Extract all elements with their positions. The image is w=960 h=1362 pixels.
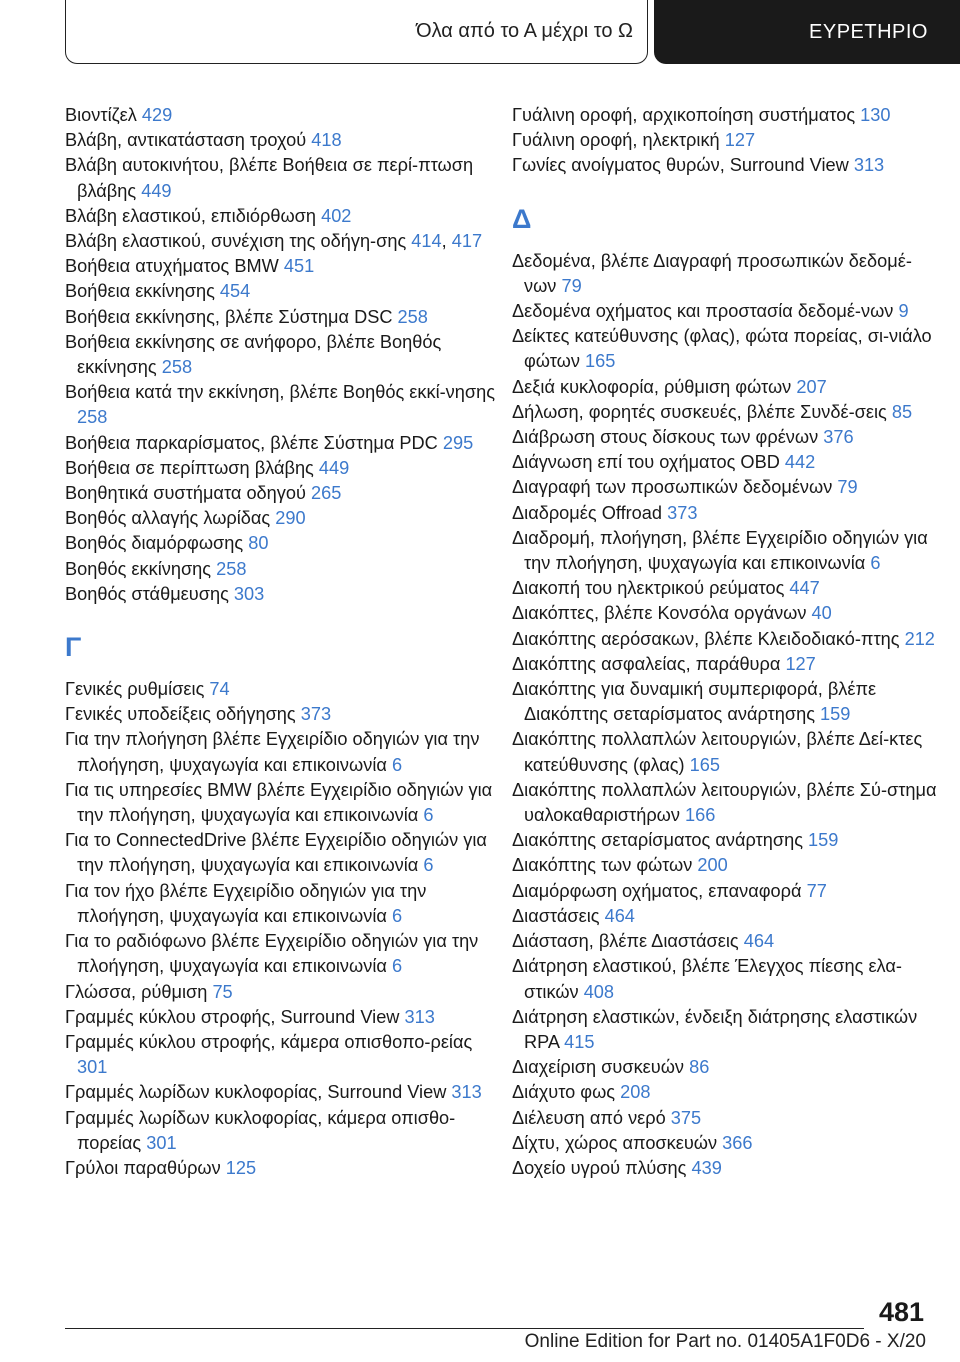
page-link[interactable]: 212 (904, 628, 935, 649)
page-link[interactable]: 258 (216, 558, 247, 579)
tab-index[interactable]: ΕΥΡΕΤΗΡΙΟ (654, 0, 960, 64)
index-letter-heading: Γ (65, 632, 82, 663)
page-link[interactable]: 454 (219, 281, 251, 302)
index-entry-text: Διαγραφή των προσωπικών δεδομένων (512, 477, 833, 498)
index-entry-text: Βοήθεια παρκαρίσματος, βλέπε Σύστημα PDC (65, 432, 438, 453)
index-entry (512, 299, 942, 324)
index-entry (65, 828, 495, 878)
index-entry-text: Βλάβη ελαστικού, επιδιόρθωση (65, 205, 317, 226)
index-entry-text: Γενικές ρυθμίσεις (65, 679, 205, 700)
index-entry (512, 576, 942, 601)
index-entry-text: Διαμόρφωση οχήματος, επαναφορά (512, 880, 802, 901)
index-entry (512, 929, 942, 954)
index-entry-text: Δοχείο υγρού πλύσης (512, 1157, 687, 1178)
index-entry (65, 506, 495, 531)
index-entry-text: Γραμμές κύκλου στροφής, Surround View (65, 1006, 400, 1027)
index-entry (512, 128, 942, 153)
page-link[interactable]: 77 (806, 880, 827, 901)
page-link[interactable]: 402 (321, 205, 352, 226)
index-entry-text: Για την πλοήγηση βλέπε Εγχειρίδιο οδηγιών για την πλοήγηση, ψυχαγωγία και επικοινωνία (65, 729, 480, 775)
index-entry (65, 980, 495, 1005)
index-entry (65, 431, 495, 456)
index-entry-text: Διαχείριση συσκευών (512, 1057, 685, 1078)
page-link[interactable]: 366 (722, 1132, 753, 1153)
page-link[interactable]: 6 (391, 754, 403, 775)
index-entry-text: Διαδρομή, πλοήγηση, βλέπε Εγχειρίδιο οδηγιών για την πλοήγηση, ψυχαγωγία και επικοινωνία (512, 527, 928, 574)
page-link[interactable]: 449 (141, 180, 172, 201)
page-link[interactable]: 290 (275, 508, 306, 529)
page-link[interactable]: 464 (743, 931, 775, 952)
index-entry: Βλάβη ελαστικού, συνέχιση της οδήγη-σης 414, 417 (65, 231, 483, 252)
index-entry (65, 481, 495, 506)
index-entry (65, 778, 495, 828)
index-entry-text: Βοηθός αλλαγής λωρίδας (65, 508, 271, 529)
index-entry-text: Διάβρωση στους δίσκους των φρένων (512, 427, 819, 448)
index-entry (512, 828, 942, 853)
page-link[interactable]: 301 (77, 1057, 108, 1078)
index-entry-text: Διαστάσεις (512, 905, 600, 926)
page-link[interactable]: 40 (811, 603, 832, 624)
index-entry (512, 1055, 942, 1080)
index-entry (512, 103, 942, 128)
page-link[interactable]: 200 (697, 855, 728, 876)
index-entry (512, 1080, 942, 1105)
page-link[interactable]: 414 (411, 231, 442, 252)
index-entry-text: Γυάλινη οροφή, αρχικοποίηση συστήματος (512, 105, 856, 125)
index-entry (65, 727, 495, 777)
index-entry-text: Διάγνωση επί του οχήματος OBD (512, 452, 780, 473)
tab-a-to-z[interactable]: Όλα από το Α μέχρι το Ω (65, 0, 648, 64)
page-link[interactable]: 313 (451, 1082, 482, 1103)
page-link[interactable]: 429 (141, 105, 173, 125)
index-entry-text: Βοήθεια σε περίπτωση βλάβης (65, 457, 314, 478)
index-entry-text: Βοηθός διαμόρφωσης (65, 533, 244, 554)
index-letter-heading: Δ (512, 203, 532, 234)
index-entry-text: Για το ConnectedDrive βλέπε Εγχειρίδιο οδηγιών για την πλοήγηση, ψυχαγωγία και επικοινωνία (65, 830, 487, 876)
page-link[interactable]: 418 (311, 130, 342, 151)
index-entry-text: Διάχυτο φως (512, 1082, 616, 1103)
index-column-left (65, 103, 495, 1181)
footer-edition: Online Edition for Part no. 01405A1F0D6 - X/20 (524, 1331, 926, 1352)
index-entry (65, 279, 495, 304)
index-entry (512, 450, 942, 475)
page-link[interactable]: 376 (823, 427, 854, 448)
page-link[interactable]: 449 (318, 457, 350, 478)
index-entry (512, 677, 942, 727)
page-number: 481 (878, 1297, 924, 1327)
index-entry (512, 375, 942, 400)
header-tabs (65, 0, 960, 65)
index-entry-text: Γραμμές κύκλου στροφής, κάμερα οπισθοπο-ρείας (65, 1031, 473, 1052)
page-link[interactable]: 80 (248, 533, 269, 554)
page-link[interactable]: 159 (808, 830, 839, 851)
page-link[interactable]: 313 (404, 1006, 435, 1027)
index-entry-text: Βοηθός στάθμευσης (65, 583, 229, 604)
index-entry (65, 103, 495, 128)
index-entry-text: Διέλευση από νερό (512, 1107, 666, 1128)
index-entry-text: Διακόπτης των φώτων (512, 855, 693, 876)
index-entry (512, 1106, 942, 1131)
index-entry-text: Βοήθεια εκκίνησης (65, 281, 215, 302)
index-entry-text: Βιοντίζελ (65, 105, 137, 125)
footer-divider (65, 1328, 864, 1329)
page-link[interactable]: 295 (442, 432, 474, 453)
index-entry-text: Βοηθητικά συστήματα οδηγού (65, 483, 306, 504)
page-link[interactable]: 408 (583, 981, 615, 1002)
page-link[interactable]: 313 (853, 155, 885, 176)
index-entry-text: Διάσταση, βλέπε Διαστάσεις (512, 931, 739, 952)
index-entry-text: Δίχτυ, χώρος αποσκευών (512, 1132, 718, 1153)
index-entry-text: Διαδρομές Offroad (512, 502, 663, 523)
index-entry-text: Διάτρηση ελαστικών, ένδειξη διάτρησης ελαστικών RPA (512, 1006, 918, 1052)
page-link[interactable]: 258 (161, 357, 193, 378)
index-entry-text: Γλώσσα, ρύθμιση (65, 981, 208, 1002)
index-entry (65, 128, 495, 153)
index-entry (65, 557, 495, 582)
index-entry-text: Διακόπτης αερόσακων, βλέπε Κλειδοδιακό-πτης (512, 628, 900, 649)
index-entry (512, 727, 942, 777)
index-entry (65, 204, 495, 229)
page-link[interactable]: 86 (689, 1057, 710, 1078)
page-link[interactable]: 79 (561, 275, 582, 296)
page-link[interactable]: 125 (225, 1157, 257, 1178)
page-link[interactable]: 442 (784, 452, 816, 473)
index-entry (65, 254, 495, 279)
index-entry-text: Γραμμές λωρίδων κυκλοφορίας, κάμερα οπισθο-πορείας (65, 1107, 456, 1153)
page-link[interactable]: 166 (685, 805, 716, 826)
index-entry (65, 456, 495, 481)
index-entry (65, 702, 495, 727)
index-entry (65, 677, 495, 702)
page-link[interactable]: 6 (423, 805, 434, 826)
index-entry (512, 778, 942, 828)
page-link[interactable]: 130 (860, 105, 891, 125)
page-link[interactable]: 165 (689, 754, 721, 775)
index-entry (65, 153, 495, 203)
index-entry (512, 324, 942, 374)
page-link[interactable]: 373 (667, 502, 698, 523)
index-entry-text: Διακόπτης σεταρίσματος ανάρτησης (512, 830, 803, 851)
index-entry-text: Διακόπτης ασφαλείας, παράθυρα (512, 653, 781, 674)
index-entry-text: Βοήθεια ατυχήματος BMW (65, 256, 279, 277)
index-entry-text: Γυάλινη οροφή, ηλεκτρική (512, 130, 720, 151)
index-entry-text: Για το ραδιόφωνο βλέπε Εγχειρίδιο οδηγιών για την πλοήγηση, ψυχαγωγία και επικοινωνία (65, 931, 479, 977)
index-entry (512, 400, 942, 425)
index-entry (65, 582, 495, 607)
index-entry (512, 1131, 942, 1156)
page-link[interactable]: 375 (670, 1107, 702, 1128)
index-entry-text: Διακόπτης πολλαπλών λειτουργιών, βλέπε Σύ-στημα υαλοκαθαριστήρων (512, 779, 937, 826)
page-link[interactable]: 447 (789, 578, 820, 599)
index-entry (65, 1080, 495, 1105)
page-link[interactable]: 415 (564, 1031, 595, 1052)
index-entry (512, 652, 942, 677)
index-entry-text: Διακόπτης πολλαπλών λειτουργιών, βλέπε Δεί-κτες κατεύθυνσης (φλας) (512, 729, 923, 775)
index-entry (65, 879, 495, 929)
index-entry-text: Γενικές υποδείξεις οδήγησης (65, 704, 296, 725)
page-link[interactable]: 159 (820, 704, 851, 725)
page-link[interactable]: 75 (212, 981, 233, 1002)
page-link[interactable]: 464 (604, 905, 635, 926)
page-link[interactable]: 451 (283, 256, 315, 277)
index-entry-text: Γρύλοι παραθύρων (65, 1157, 221, 1178)
index-entry (65, 305, 495, 330)
index-entry-text: Βοήθεια εκκίνησης σε ανήφορο, βλέπε Βοηθός εκκίνησης (65, 331, 442, 378)
index-entry-text: Δείκτες κατεύθυνσης (φλας), φώτα πορείας, σι-νιάλο φώτων (512, 326, 932, 372)
page-link[interactable]: 74 (209, 679, 230, 700)
index-entry (65, 380, 495, 430)
page-link[interactable]: 127 (724, 130, 756, 151)
index-entry (65, 929, 495, 979)
index-entry (512, 526, 942, 576)
index-entry (512, 425, 942, 450)
index-entry-text: Βοήθεια εκκίνησης, βλέπε Σύστημα DSC (65, 306, 393, 327)
index-entry (512, 853, 942, 878)
page-link[interactable]: 9 (898, 301, 909, 322)
index-entry-text: Βλάβη ελαστικού, συνέχιση της οδήγη-σης (65, 231, 407, 252)
index-entry (65, 1030, 495, 1080)
index-entry-text: Δήλωση, φορητές συσκευές, βλέπε Συνδέ-σεις (512, 401, 887, 422)
index-entry-text: Βλάβη αυτοκινήτου, βλέπε Βοήθεια σε περί-πτωση βλάβης (65, 155, 474, 201)
index-entry (512, 475, 942, 500)
index-entry-text: Βλάβη, αντικατάσταση τροχού (65, 130, 307, 151)
index-column-right (512, 103, 942, 1181)
index-entry-text: Γραμμές λωρίδων κυκλοφορίας, Surround View (65, 1082, 447, 1103)
index-entry-text: Διακόπτης για δυναμική συμπεριφορά, βλέπε Διακόπτης σεταρίσματος ανάρτησης (512, 679, 877, 725)
index-entry-text: Διάτρηση ελαστικού, βλέπε Έλεγχος πίεσης ελα-στικών (512, 956, 902, 1002)
index-entry-text: Δεδομένα, βλέπε Διαγραφή προσωπικών δεδομέ-νων (512, 250, 912, 296)
index-entry (512, 879, 942, 904)
page-link[interactable]: 373 (300, 704, 332, 725)
page-link[interactable]: 208 (620, 1082, 651, 1103)
index-entry (512, 249, 942, 299)
index-entry (65, 531, 495, 556)
index-entry-text: Γωνίες ανοίγματος θυρών, Surround View (512, 155, 849, 176)
index-entry (65, 330, 495, 380)
page-link[interactable]: 417 (451, 231, 483, 252)
index-entry-text: Διακόπτες, βλέπε Κονσόλα οργάνων (512, 603, 807, 624)
page-link[interactable]: 265 (311, 483, 342, 504)
index-entry-text: Βοήθεια κατά την εκκίνηση, βλέπε Βοηθός εκκί-νησης (65, 382, 495, 403)
index-entry (512, 601, 942, 626)
page-link[interactable]: 303 (233, 583, 265, 604)
index-entry (512, 1005, 942, 1055)
page-link[interactable]: 79 (837, 477, 858, 498)
page-link[interactable]: 301 (146, 1132, 177, 1153)
page-link[interactable]: 127 (785, 653, 816, 674)
page-link[interactable]: 6 (391, 905, 403, 926)
page-link[interactable]: 207 (796, 376, 827, 397)
page-link[interactable]: 6 (423, 855, 434, 876)
index-entry-text: Για τον ήχο βλέπε Εγχειρίδιο οδηγιών για την πλοήγηση, ψυχαγωγία και επικοινωνία (65, 880, 427, 926)
index-entry-text: Δεδομένα οχήματος και προστασία δεδομέ-νων (512, 301, 894, 322)
page-link[interactable]: 439 (691, 1157, 722, 1178)
page-link[interactable]: 85 (891, 401, 913, 422)
index-entry (512, 954, 942, 1004)
index-entry (512, 153, 942, 178)
page-link[interactable]: 258 (77, 407, 108, 428)
index-entry (512, 501, 942, 526)
index-entry-text: Δεξιά κυκλοφορία, ρύθμιση φώτων (512, 376, 792, 397)
index-entry (512, 627, 942, 652)
index-entry-text: Για τις υπηρεσίες BMW βλέπε Εγχειρίδιο οδηγιών για την πλοήγηση, ψυχαγωγία και επικοινωνία (65, 779, 493, 826)
page-link[interactable]: 165 (585, 351, 616, 372)
page-link[interactable]: 6 (391, 956, 403, 977)
index-entry (512, 904, 942, 929)
page-link[interactable]: 6 (870, 553, 881, 574)
index-entry-text: Διακοπή του ηλεκτρικού ρεύματος (512, 578, 785, 599)
index-entry (65, 1005, 495, 1030)
page-link[interactable]: 258 (397, 306, 428, 327)
index-entry (512, 1156, 942, 1181)
index-entry (65, 1106, 495, 1156)
index-entry (65, 1156, 495, 1181)
index-entry-text: Βοηθός εκκίνησης (65, 558, 212, 579)
